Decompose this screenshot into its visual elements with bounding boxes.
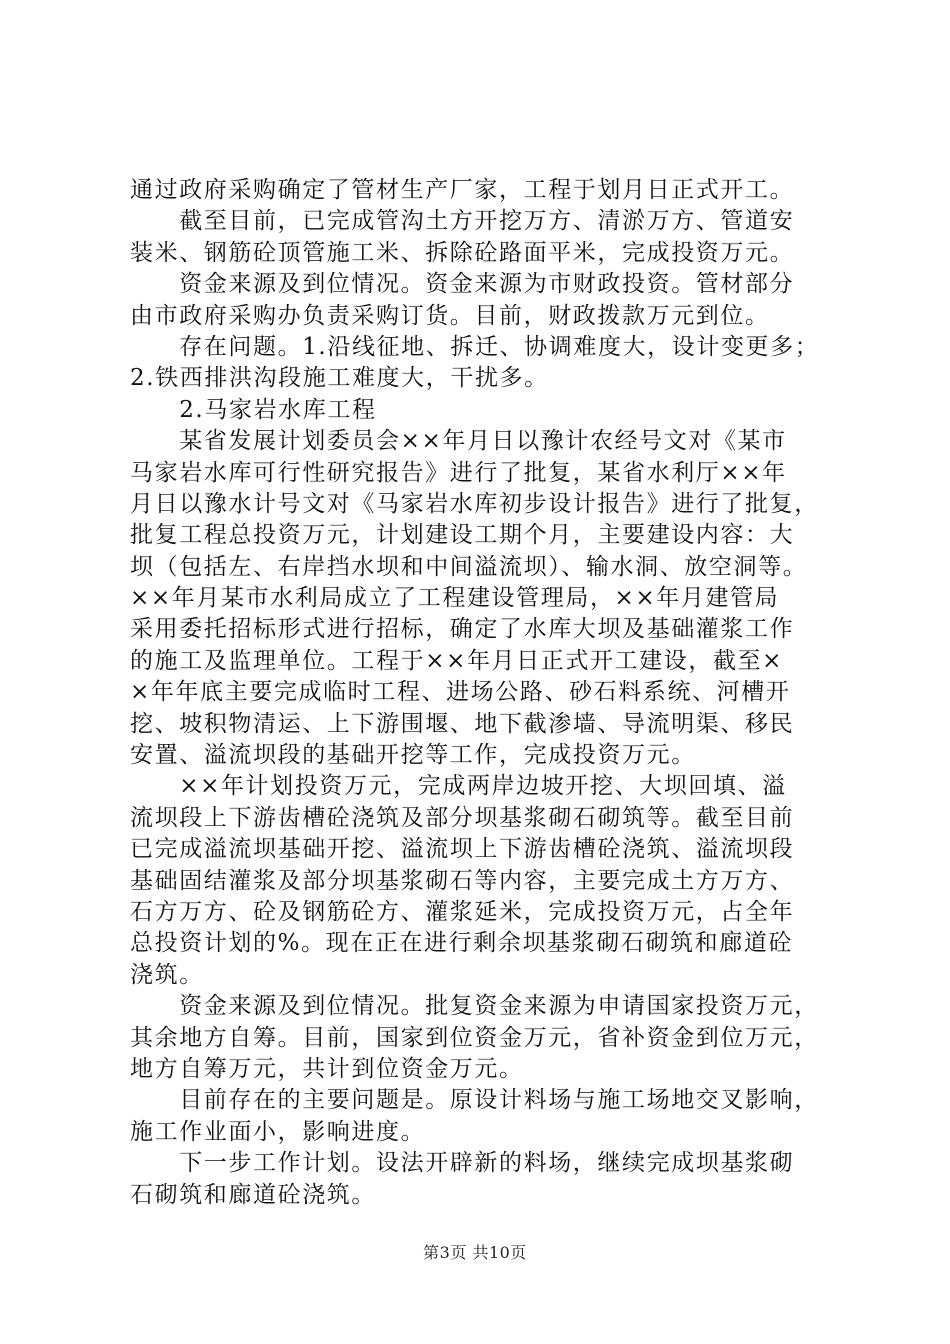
text-line: 地方自筹万元，共计到位资金万元。 xyxy=(130,1055,524,1082)
text-line: 采用委托招标形式进行招标，确定了水库大坝及基础灌浆工作 xyxy=(130,616,795,643)
text-line: 已完成溢流坝基础开挖、溢流坝上下游齿槽砼浇筑、溢流坝段 xyxy=(130,836,795,863)
text-line: 截至目前，已完成管沟土方开挖万方、清淤万方、管道安 xyxy=(130,208,795,235)
text-line: 总投资计划的%。现在正在进行剩余坝基浆砌石砌筑和廊道砼 xyxy=(130,930,794,957)
text-line: 的施工及监理单位。工程于××年月日正式开工建设，截至× xyxy=(130,647,784,674)
text-line: 施工作业面小，影响进度。 xyxy=(130,1118,426,1145)
text-line: 挖、坡积物清运、上下游围堰、地下截渗墙、导流明渠、移民 xyxy=(130,710,795,737)
text-line: 安置、溢流坝段的基础开挖等工作，完成投资万元。 xyxy=(130,742,696,769)
text-line: 其余地方自筹。目前，国家到位资金万元，省补资金到位万元， xyxy=(130,1024,819,1051)
document-body xyxy=(130,175,830,1211)
text-line: 下一步工作计划。设法开辟新的料场，继续完成坝基浆砌 xyxy=(130,1150,795,1177)
text-line: 流坝段上下游齿槽砼浇筑及部分坝基浆砌石砌筑等。截至目前 xyxy=(130,804,795,831)
text-line: 石砌筑和廊道砼浇筑。 xyxy=(130,1181,376,1208)
text-line: 资金来源及到位情况。资金来源为市财政投资。管材部分 xyxy=(130,271,795,298)
text-line: 石方万方、砼及钢筋砼方、灌浆延米，完成投资万元，占全年 xyxy=(130,898,795,925)
text-line: 2.铁西排洪沟段施工难度大，干扰多。 xyxy=(130,365,549,392)
text-line: ××年月某市水利局成立了工程建设管理局，××年月建管局 xyxy=(130,585,780,612)
text-line: 基础固结灌浆及部分坝基浆砌石等内容，主要完成土方万方、 xyxy=(130,867,795,894)
text-line: 浇筑。 xyxy=(130,961,204,988)
page-number-footer: 第3页 共10页 xyxy=(423,1243,527,1262)
text-line: 马家岩水库可行性研究报告》进行了批复，某省水利厅××年 xyxy=(130,459,787,486)
section-heading: 2.马家岩水库工程 xyxy=(130,396,377,423)
text-line: 某省发展计划委员会××年月日以豫计农经号文对《某市 xyxy=(130,428,787,455)
text-line: 由市政府采购办负责采购订货。目前，财政拨款万元到位。 xyxy=(130,302,770,329)
text-line: 装米、钢筋砼顶管施工米、拆除砼路面平米，完成投资万元。 xyxy=(130,239,795,266)
text-line: 月日以豫水计号文对《马家岩水库初步设计报告》进行了批复， xyxy=(130,490,819,517)
text-line: 坝（包括左、右岸挡水坝和中间溢流坝）、输水洞、放空洞等。 xyxy=(130,553,808,580)
text-line: 目前存在的主要问题是。原设计料场与施工场地交叉影响， xyxy=(130,1087,819,1114)
text-line: 批复工程总投资万元，计划建设工期个月，主要建设内容：大 xyxy=(130,522,795,549)
text-line: 通过政府采购确定了管材生产厂家，工程于划月日正式开工。 xyxy=(130,177,795,203)
text-line: ×年年底主要完成临时工程、进场公路、砂石料系统、河槽开 xyxy=(130,679,791,706)
text-line: 存在问题。1.沿线征地、拆迁、协调难度大，设计变更多； xyxy=(130,333,820,360)
text-line: 资金来源及到位情况。批复资金来源为申请国家投资万元， xyxy=(130,993,819,1020)
text-line: ××年计划投资万元，完成两岸边坡开挖、大坝回填、溢 xyxy=(130,773,787,800)
